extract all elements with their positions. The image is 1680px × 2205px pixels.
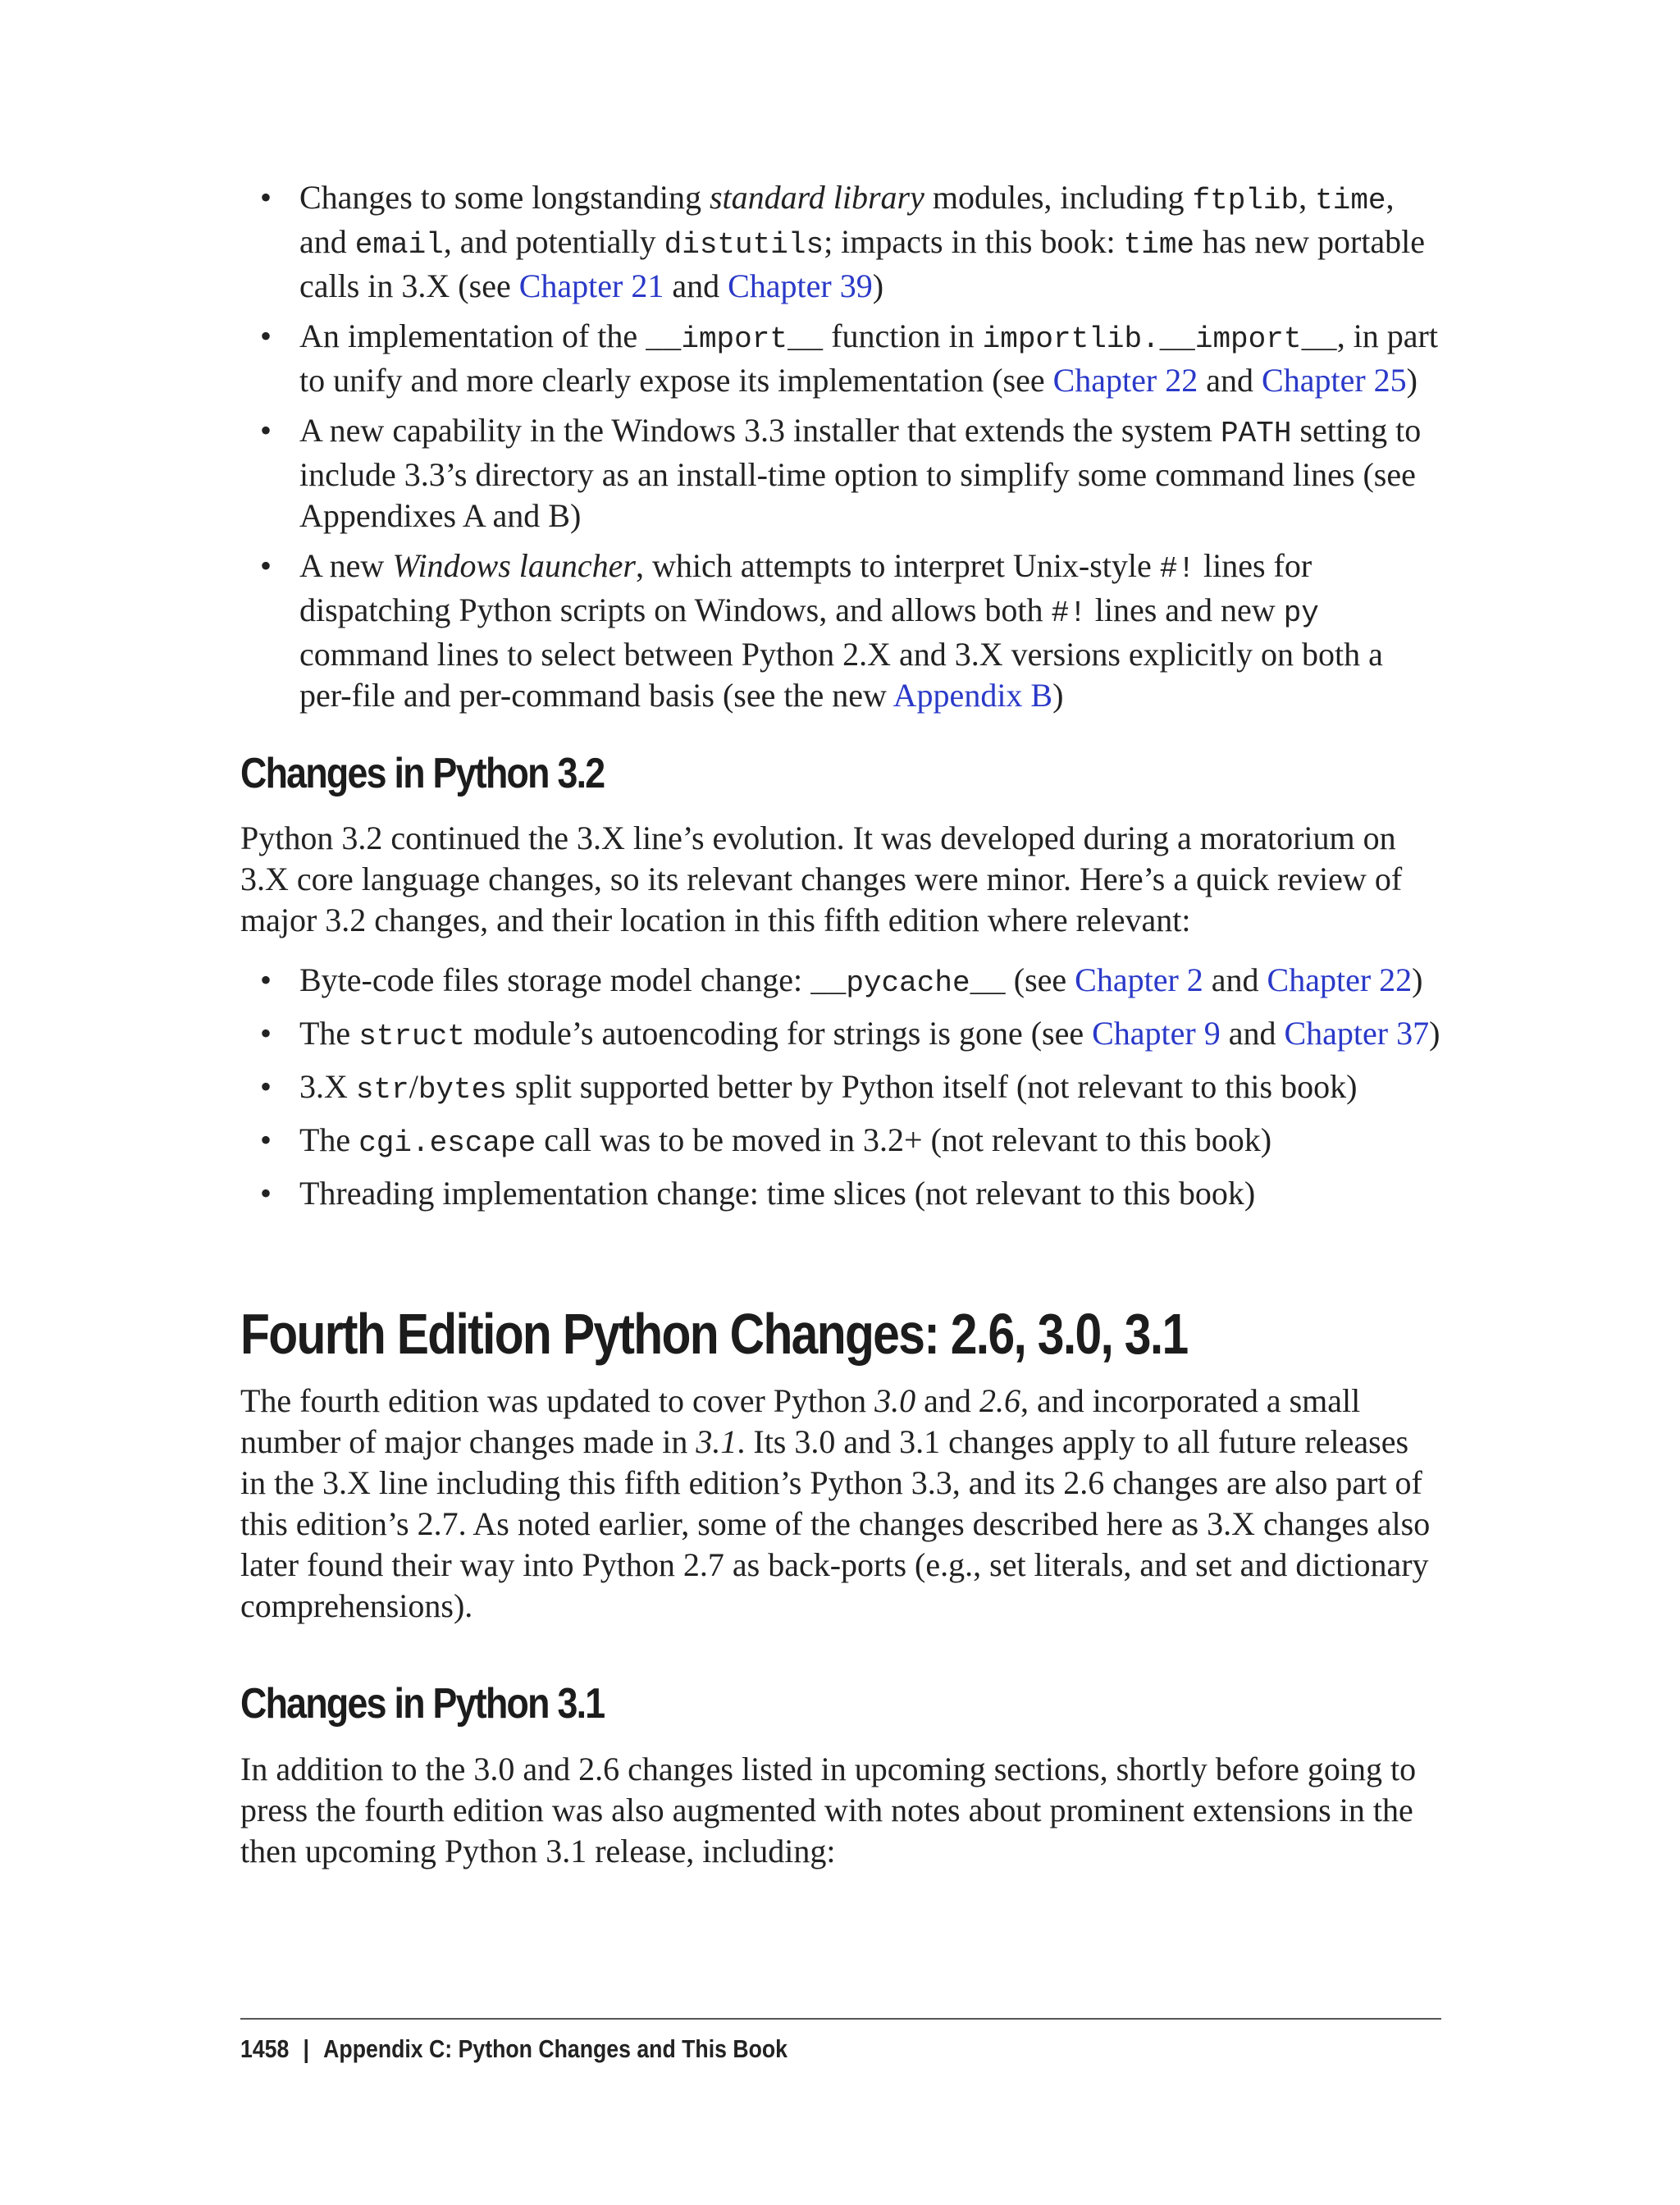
section-paragraph: Python 3.2 continued the 3.X line’s evolution. It was developed during a moratorium on 3.X core language changes, so its relevant changes were minor. Here’s a quick review of major 3.2 changes, and their location in this fifth edition where relevant: — [240, 819, 1403, 938]
footer-title: Appendix C: Python Changes and This Book — [323, 2034, 788, 2063]
link-chapter-37[interactable]: Chapter 37 — [1284, 1015, 1430, 1052]
chapter-heading-fourth-edition: Fourth Edition Python Changes: 2.6, 3.0, 3.1 — [240, 1302, 1188, 1366]
code-cgi-escape: cgi.escape — [358, 1126, 536, 1160]
running-footer — [240, 2033, 788, 2066]
code-struct: struct — [358, 1020, 465, 1053]
footer-rule — [240, 2018, 1441, 2020]
section-paragraph: The fourth edition was updated to cover Python 3.0 and 2.6, and incorporated a small number of major changes made in 3.1. Its 3.0 and 3.1 changes apply to all future releases in the 3.X line including this fifth edition’s Python 3.3, and its 2.6 changes are also part of this edition’s 2.7. As noted earlier, some of the changes described here as 3.X changes also later found their way into Python 2.7 as back-ports (e.g., set literals, and set and dictionary comprehensions). — [240, 1382, 1431, 1624]
code-email: email — [354, 228, 444, 262]
list-item: • A new capability in the Windows 3.3 installer that extends the system PATH setting to include 3.3’s directory as an install-time option to simplify some command lines (see Appendixes A and B) — [240, 410, 1441, 536]
code-time: time — [1123, 228, 1195, 262]
link-chapter-9[interactable]: Chapter 9 — [1092, 1015, 1221, 1052]
code-importlib-import: importlib.__import__ — [982, 322, 1337, 356]
link-chapter-22[interactable]: Chapter 22 — [1267, 961, 1413, 998]
list-item: • Changes to some longstanding standard library modules, including ftplib, time, and email, and potentially distutils; impacts in this book: time has new portable calls in 3.X (see Chapter 21 and Chapter 39) — [240, 177, 1441, 307]
page-number: 1458 — [240, 2034, 290, 2063]
link-chapter-39[interactable]: Chapter 39 — [728, 267, 873, 304]
code-ftplib: ftplib — [1192, 184, 1299, 217]
list-item: • An implementation of the __import__ function in importlib.__import__, in part to unify and more clearly expose its implementation (see Chapter 22 and Chapter 25) — [240, 316, 1441, 401]
code-time: time — [1315, 184, 1386, 217]
code-pycache: __pycache__ — [810, 966, 1006, 1000]
footer-separator: | — [303, 2034, 309, 2063]
list-item: • The cgi.escape call was to be moved in 3.2+ (not relevant to this book) — [240, 1120, 1441, 1164]
code-bytes: bytes — [418, 1073, 507, 1107]
python-32-changes-list — [240, 960, 1441, 1223]
code-import: __import__ — [646, 322, 824, 356]
python-33-changes-list — [240, 177, 1441, 725]
section-paragraph: In addition to the 3.0 and 2.6 changes listed in upcoming sections, shortly before going to press the fourth edition was also augmented with notes about prominent extensions in the then upcoming Python 3.1 release, including: — [240, 1751, 1417, 1869]
section-heading-python-3-1: Changes in Python 3.1 — [240, 1680, 605, 1728]
link-chapter-25[interactable]: Chapter 25 — [1262, 362, 1407, 399]
list-item: • Threading implementation change: time slices (not relevant to this book) — [240, 1173, 1441, 1214]
list-item: • Byte-code files storage model change: __pycache__ (see Chapter 2 and Chapter 22) — [240, 960, 1441, 1004]
link-appendix-b[interactable]: Appendix B — [892, 677, 1053, 714]
link-chapter-21[interactable]: Chapter 21 — [518, 267, 664, 304]
code-path: PATH — [1221, 417, 1292, 450]
section-heading-python-3-2: Changes in Python 3.2 — [240, 750, 605, 797]
code-distutils: distutils — [664, 228, 824, 262]
code-py: py — [1283, 596, 1319, 630]
list-item: • A new Windows launcher, which attempts to interpret Unix-style #! lines for dispatching Python scripts on Windows, and allows both #! lines and new py command lines to select between Python 2.X and 3.X versions explicitly on both a per-file and per-command basis (see the new Appendix B) — [240, 546, 1441, 716]
link-chapter-2[interactable]: Chapter 2 — [1075, 961, 1203, 998]
code-str: str — [355, 1073, 409, 1107]
code-shebang: #! — [1159, 552, 1195, 586]
list-item: • The struct module’s autoencoding for strings is gone (see Chapter 9 and Chapter 37) — [240, 1013, 1441, 1057]
list-item: • 3.X str/bytes split supported better by Python itself (not relevant to this book) — [240, 1066, 1441, 1111]
code-shebang: #! — [1051, 596, 1087, 630]
link-chapter-22[interactable]: Chapter 22 — [1052, 362, 1198, 399]
